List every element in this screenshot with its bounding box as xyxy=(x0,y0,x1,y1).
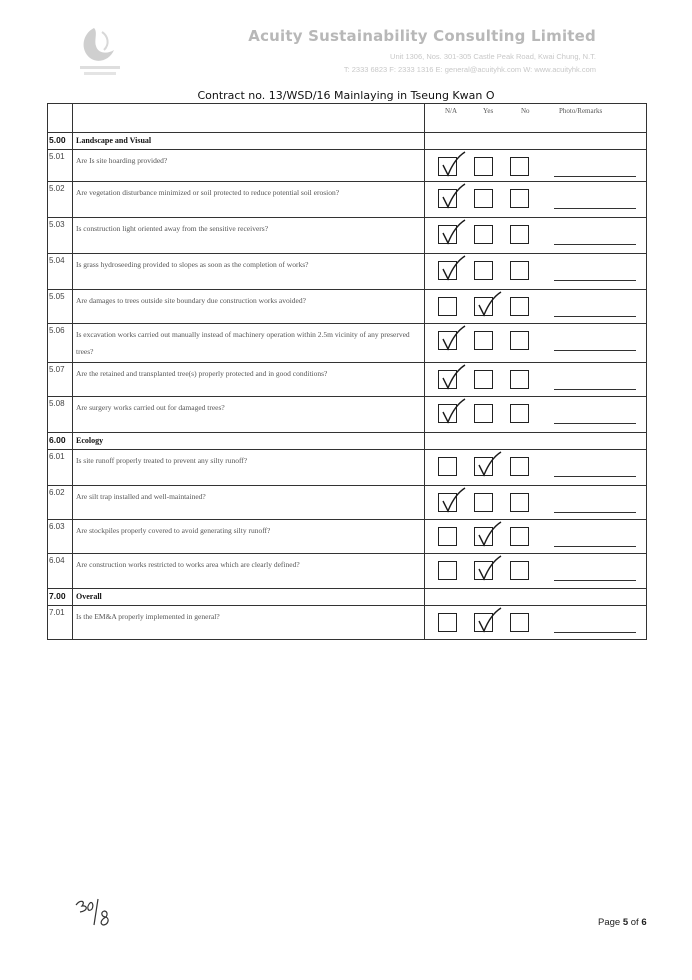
item-question: Are vegetation disturbance minimized or soil protected to reduce potential soil erosion? xyxy=(73,182,425,218)
checkbox-yes[interactable] xyxy=(474,331,493,350)
item-answer-cell xyxy=(425,254,647,290)
section-answer-cell xyxy=(425,433,647,450)
remarks-line xyxy=(554,476,636,477)
checklist-row xyxy=(48,290,647,324)
handwritten-signature xyxy=(74,897,114,933)
item-question: Is the EM&A properly implemented in general? xyxy=(73,606,425,640)
remarks-line xyxy=(554,632,636,633)
item-answer-cell xyxy=(425,290,647,324)
remarks-line xyxy=(554,350,636,351)
item-number: 5.07 xyxy=(48,363,73,397)
header-remarks: Photo/Remarks xyxy=(559,107,603,115)
item-question: Is grass hydroseeding provided to slopes as soon as the completion of works? xyxy=(73,254,425,290)
checkbox-no[interactable] xyxy=(510,561,529,580)
check-mark-icon xyxy=(475,521,503,547)
checkbox-na[interactable] xyxy=(438,527,457,546)
check-mark-icon xyxy=(475,451,503,477)
checkbox-yes[interactable] xyxy=(474,225,493,244)
checkbox-na[interactable] xyxy=(438,297,457,316)
checkbox-yes[interactable] xyxy=(474,157,493,176)
checkbox-no[interactable] xyxy=(510,493,529,512)
checklist-row xyxy=(48,150,647,182)
checklist-row xyxy=(48,486,647,520)
section-number: 7.00 xyxy=(48,589,73,606)
item-question: Is site runoff properly treated to prevent any silty runoff? xyxy=(73,450,425,486)
check-mark-icon xyxy=(475,555,503,581)
checklist-row xyxy=(48,606,647,640)
checkbox-no[interactable] xyxy=(510,331,529,350)
checkbox-no[interactable] xyxy=(510,261,529,280)
checklist-row xyxy=(48,324,647,363)
check-mark-icon xyxy=(475,291,503,317)
section-row xyxy=(48,589,647,606)
section-answer-cell xyxy=(425,133,647,150)
checkbox-na[interactable] xyxy=(438,457,457,476)
item-answer-cell xyxy=(425,606,647,640)
header-question-cell xyxy=(73,104,425,133)
item-number: 5.01 xyxy=(48,150,73,182)
check-mark-icon xyxy=(439,398,467,424)
checkbox-no[interactable] xyxy=(510,189,529,208)
remarks-line xyxy=(554,389,636,390)
item-question: Are construction works restricted to works area which are clearly defined? xyxy=(73,554,425,589)
item-number: 7.01 xyxy=(48,606,73,640)
section-number: 6.00 xyxy=(48,433,73,450)
item-question: Are damages to trees outside site boundary due construction works avoided? xyxy=(73,290,425,324)
remarks-line xyxy=(554,208,636,209)
checklist-row xyxy=(48,363,647,397)
checkbox-no[interactable] xyxy=(510,225,529,244)
check-mark-icon xyxy=(439,325,467,351)
item-answer-cell xyxy=(425,450,647,486)
item-question: Are stockpiles properly covered to avoid generating silty runoff? xyxy=(73,520,425,554)
section-row xyxy=(48,133,647,150)
item-question: Are silt trap installed and well-maintained? xyxy=(73,486,425,520)
remarks-line xyxy=(554,423,636,424)
checkbox-yes[interactable] xyxy=(474,189,493,208)
checklist-table xyxy=(47,103,647,640)
remarks-line xyxy=(554,176,636,177)
company-contact: T: 2333 6823 F: 2333 1316 E: general@acuityhk.com W: www.acuityhk.com xyxy=(343,65,596,74)
header-na: N/A xyxy=(445,107,458,115)
checklist-row xyxy=(48,254,647,290)
company-logo xyxy=(74,24,126,80)
item-number: 5.03 xyxy=(48,218,73,254)
page-number: Page 5 of 6 xyxy=(598,917,647,928)
checkbox-yes[interactable] xyxy=(474,493,493,512)
item-number: 6.01 xyxy=(48,450,73,486)
item-number: 5.06 xyxy=(48,324,73,363)
item-question: Is excavation works carried out manually instead of machinery operation within 2.5m vicinity of any preserved trees? xyxy=(73,324,425,363)
checkbox-no[interactable] xyxy=(510,370,529,389)
item-answer-cell xyxy=(425,520,647,554)
remarks-line xyxy=(554,244,636,245)
remarks-line xyxy=(554,512,636,513)
item-answer-cell xyxy=(425,182,647,218)
check-mark-icon xyxy=(439,487,467,513)
item-answer-cell xyxy=(425,554,647,589)
check-mark-icon xyxy=(439,364,467,390)
section-number: 5.00 xyxy=(48,133,73,150)
item-answer-cell xyxy=(425,486,647,520)
checklist-row xyxy=(48,397,647,433)
section-title: Landscape and Visual xyxy=(73,133,425,150)
section-row xyxy=(48,433,647,450)
checkbox-na[interactable] xyxy=(438,561,457,580)
company-address: Unit 1306, Nos. 301-305 Castle Peak Road, Kwai Chung, N.T. xyxy=(390,52,596,61)
checkbox-yes[interactable] xyxy=(474,404,493,423)
section-answer-cell xyxy=(425,589,647,606)
item-answer-cell xyxy=(425,397,647,433)
item-number: 5.04 xyxy=(48,254,73,290)
checkbox-yes[interactable] xyxy=(474,261,493,280)
check-mark-icon xyxy=(439,219,467,245)
header-yes: Yes xyxy=(483,107,494,115)
check-mark-icon xyxy=(439,151,467,177)
item-question: Are Is site hoarding provided? xyxy=(73,150,425,182)
header-row xyxy=(48,104,647,133)
checkbox-yes[interactable] xyxy=(474,370,493,389)
item-answer-cell xyxy=(425,324,647,363)
section-title: Ecology xyxy=(73,433,425,450)
checklist-row xyxy=(48,450,647,486)
item-number: 6.03 xyxy=(48,520,73,554)
item-question: Are surgery works carried out for damaged trees? xyxy=(73,397,425,433)
checkbox-no[interactable] xyxy=(510,404,529,423)
item-answer-cell xyxy=(425,218,647,254)
checkbox-no[interactable] xyxy=(510,157,529,176)
checklist-row xyxy=(48,520,647,554)
header-no-cell xyxy=(48,104,73,133)
item-number: 6.02 xyxy=(48,486,73,520)
check-mark-icon xyxy=(439,183,467,209)
checkbox-no[interactable] xyxy=(510,297,529,316)
item-number: 6.04 xyxy=(48,554,73,589)
item-number: 5.08 xyxy=(48,397,73,433)
checklist-row xyxy=(48,218,647,254)
header-answer-cell xyxy=(425,104,647,133)
checklist-row xyxy=(48,554,647,589)
checkbox-no[interactable] xyxy=(510,613,529,632)
remarks-line xyxy=(554,280,636,281)
company-name: Acuity Sustainability Consulting Limited xyxy=(248,27,596,45)
item-answer-cell xyxy=(425,363,647,397)
checkbox-no[interactable] xyxy=(510,527,529,546)
item-number: 5.05 xyxy=(48,290,73,324)
remarks-line xyxy=(554,316,636,317)
contract-title: Contract no. 13/WSD/16 Mainlaying in Tseung Kwan O xyxy=(197,89,495,102)
remarks-line xyxy=(554,580,636,581)
check-mark-icon xyxy=(439,255,467,281)
remarks-line xyxy=(554,546,636,547)
item-number: 5.02 xyxy=(48,182,73,218)
checkbox-no[interactable] xyxy=(510,457,529,476)
checklist-row xyxy=(48,182,647,218)
checkbox-na[interactable] xyxy=(438,613,457,632)
item-question: Are the retained and transplanted tree(s) properly protected and in good conditions? xyxy=(73,363,425,397)
item-answer-cell xyxy=(425,150,647,182)
header-no: No xyxy=(521,107,530,115)
item-question: Is construction light oriented away from the sensitive receivers? xyxy=(73,218,425,254)
section-title: Overall xyxy=(73,589,425,606)
check-mark-icon xyxy=(475,607,503,633)
